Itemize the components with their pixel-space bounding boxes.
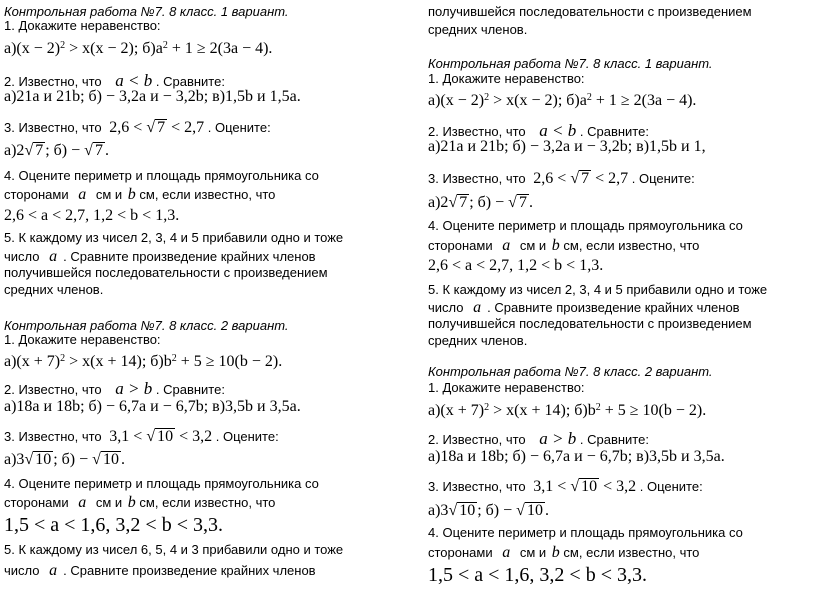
task-3-heading: [4, 119, 271, 137]
t: см, если известно, что: [139, 187, 276, 202]
task-2-formula: a)18a и 18b; б) − 6,7a и − 6,7b; в)3,5b и 3,5a.: [428, 448, 725, 465]
exponent: 2: [162, 40, 168, 51]
formula-part: + 5 ≥ 10(b − 2).: [176, 353, 283, 370]
task-2-condition: a < b: [115, 71, 153, 90]
task-2-text-end: . Сравните:: [155, 382, 225, 397]
t: см, если известно, что: [139, 495, 276, 510]
t: сторонами: [428, 545, 493, 560]
task-2-formula: a)21a и 21b; б) − 3,2a и − 3,2b; в)1,5b и 1,: [428, 138, 706, 155]
var-b: b: [551, 237, 560, 254]
f: ; б) −: [477, 502, 517, 519]
var-b: b: [127, 494, 136, 511]
cond-right: < 2,7: [167, 119, 205, 136]
task-1-heading: 1. Докажите неравенство:: [4, 18, 161, 33]
t: . Сравните произведение крайних членов: [487, 300, 740, 315]
task-2-formula: a)18a и 18b; б) − 6,7a и − 6,7b; в)3,5b и 3,5a.: [4, 398, 301, 415]
radicand: 10: [581, 478, 598, 495]
task-3-text: 3. Известно, что: [4, 120, 102, 135]
task-2-text: 2. Известно, что: [428, 432, 526, 447]
formula-part: > x(x + 14); б)b: [65, 353, 172, 370]
variant-2-title: Контрольная работа №7. 8 класс. 2 вариант.: [4, 318, 289, 333]
task-4-line2: [4, 494, 275, 512]
task-2-heading: [428, 430, 649, 448]
radicand: 10: [157, 428, 174, 445]
task-3-formula: a)3√ 10 ; б) − √ 10 .: [4, 451, 125, 468]
task-3-text-end: . Оцените:: [639, 479, 703, 494]
f: .: [528, 194, 533, 211]
t: см и: [519, 238, 547, 253]
radicand: 10: [526, 502, 543, 519]
radicand: 7: [35, 142, 44, 159]
task-5-heading: 5. К каждому из чисел 6, 5, 4 и 3 прибавили одно и тоже: [4, 542, 344, 557]
continued-line-1: получившейся последовательности с произведением: [428, 4, 752, 19]
task-4-formula: 1,5 < a < 1,6, 3,2 < b < 3,3.: [4, 514, 223, 536]
task-3-formula: a)3√ 10 ; б) − √ 10 .: [428, 502, 549, 519]
task-2-text-end: . Сравните:: [579, 124, 649, 139]
exponent: 2: [171, 353, 177, 364]
task-2-condition: a > b: [539, 429, 577, 448]
variant-2-title: Контрольная работа №7. 8 класс. 2 вариант.: [428, 364, 713, 379]
f: ; б) −: [45, 142, 85, 159]
var-a: a: [78, 186, 87, 203]
radicand: 7: [459, 194, 468, 211]
exponent: 2: [586, 92, 592, 103]
radicand: 7: [581, 170, 590, 187]
task-3-formula: a)2√ 7 ; б) − √ 7 .: [4, 142, 109, 159]
cond-left: 2,6 <: [533, 170, 571, 187]
cond-left: 3,1 <: [533, 478, 571, 495]
task-3-formula: a)2√ 7 ; б) − √ 7 .: [428, 194, 533, 211]
f: .: [104, 142, 109, 159]
exponent: 2: [484, 402, 490, 413]
var-a: a: [502, 544, 511, 561]
variant-1-title: Контрольная работа №7. 8 класс. 1 вариант.: [428, 56, 713, 71]
task-5-line4: средних членов.: [428, 333, 528, 348]
formula-part: a)(x + 7): [4, 353, 61, 370]
t: см и: [519, 545, 547, 560]
task-4-formula: 2,6 < a < 2,7, 1,2 < b < 1,3.: [428, 257, 604, 274]
t: см и: [95, 187, 123, 202]
task-4-line2: [428, 237, 699, 255]
f: .: [120, 451, 125, 468]
cond-right: < 3,2: [599, 478, 637, 495]
task-4-line2: [4, 186, 275, 204]
var-a: a: [78, 494, 87, 511]
t: сторонами: [4, 187, 69, 202]
task-1-formula: [428, 92, 696, 110]
radicand: 10: [102, 451, 119, 468]
var-b: b: [551, 544, 560, 561]
task-1-heading: 1. Докажите неравенство:: [4, 332, 161, 347]
task-4-heading: 4. Оцените периметр и площадь прямоугольника со: [428, 525, 743, 540]
continued-line-2: средних членов.: [428, 22, 528, 37]
task-2-text-end: . Сравните:: [579, 432, 649, 447]
formula-part: + 1 ≥ 2(3a − 4).: [167, 40, 273, 57]
task-5-heading: 5. К каждому из чисел 2, 3, 4 и 5 прибавили одно и тоже: [428, 282, 768, 297]
f: .: [544, 502, 549, 519]
exponent: 2: [60, 353, 66, 364]
task-1-formula: [4, 353, 282, 371]
var-b: b: [127, 186, 136, 203]
task-4-formula: 2,6 < a < 2,7, 1,2 < b < 1,3.: [4, 207, 180, 224]
t: . Сравните произведение крайних членов: [63, 563, 316, 578]
f: a)2: [4, 142, 25, 159]
task-3-condition: 2,6 < √ 7 < 2,7: [109, 119, 205, 136]
task-3-text-end: . Оцените:: [631, 171, 695, 186]
f: a)3: [4, 451, 25, 468]
task-5-line2: [428, 299, 740, 317]
cond-left: 2,6 <: [109, 119, 147, 136]
t: сторонами: [428, 238, 493, 253]
task-2-heading: [4, 380, 225, 398]
task-2-text: 2. Известно, что: [428, 124, 526, 139]
exponent: 2: [595, 402, 601, 413]
f: a)3: [428, 502, 449, 519]
radicand: 10: [459, 502, 476, 519]
task-3-heading: [428, 478, 703, 496]
var-a: a: [49, 562, 58, 579]
task-3-text: 3. Известно, что: [428, 479, 526, 494]
f: ; б) −: [53, 451, 93, 468]
formula-part: + 1 ≥ 2(3a − 4).: [591, 92, 697, 109]
t: число: [4, 563, 40, 578]
formula-part: > x(x + 14); б)b: [489, 402, 596, 419]
t: см, если известно, что: [563, 238, 700, 253]
task-5-line2: [4, 248, 316, 266]
task-2-text: 2. Известно, что: [4, 74, 102, 89]
task-3-heading: [4, 428, 279, 446]
t: см и: [95, 495, 123, 510]
task-3-condition: 3,1 < √ 10 < 3,2: [533, 478, 637, 495]
task-2-formula: a)21a и 21b; б) − 3,2a и − 3,2b; в)1,5b и 1,5a.: [4, 88, 301, 105]
formula-part: + 5 ≥ 10(b − 2).: [600, 402, 707, 419]
task-1-heading: 1. Докажите неравенство:: [428, 380, 585, 395]
task-4-heading: 4. Оцените периметр и площадь прямоугольника со: [428, 218, 743, 233]
t: число: [4, 249, 40, 264]
formula-part: > x(x − 2); б)a: [489, 92, 587, 109]
task-3-text: 3. Известно, что: [428, 171, 526, 186]
formula-part: > x(x − 2); б)a: [65, 40, 163, 57]
radicand: 10: [35, 451, 52, 468]
task-3-text: 3. Известно, что: [4, 429, 102, 444]
task-2-text: 2. Известно, что: [4, 382, 102, 397]
task-5-line2: [4, 562, 316, 580]
formula-part: a)(x − 2): [4, 40, 61, 57]
task-4-line2: [428, 544, 699, 562]
task-3-condition: 2,6 < √ 7 < 2,7: [533, 170, 629, 187]
cond-left: 3,1 <: [109, 428, 147, 445]
task-3-condition: 3,1 < √ 10 < 3,2: [109, 428, 213, 445]
cond-right: < 3,2: [175, 428, 213, 445]
f: a)2: [428, 194, 449, 211]
task-2-condition: a > b: [115, 379, 153, 398]
task-1-formula: [4, 40, 272, 58]
t: число: [428, 300, 464, 315]
task-1-formula: [428, 402, 706, 420]
f: ; б) −: [469, 194, 509, 211]
task-3-text-end: . Оцените:: [215, 429, 279, 444]
task-5-line4: средних членов.: [4, 282, 104, 297]
task-1-heading: 1. Докажите неравенство:: [428, 71, 585, 86]
radicand: 7: [94, 142, 103, 159]
task-2-text-end: . Сравните:: [155, 74, 225, 89]
var-a: a: [473, 299, 482, 316]
var-a: a: [49, 248, 58, 265]
radicand: 7: [518, 194, 527, 211]
task-4-formula: 1,5 < a < 1,6, 3,2 < b < 3,3.: [428, 564, 647, 586]
formula-part: a)(x + 7): [428, 402, 485, 419]
t: . Сравните произведение крайних членов: [63, 249, 316, 264]
task-4-heading: 4. Оцените периметр и площадь прямоугольника со: [4, 168, 319, 183]
task-5-heading: 5. К каждому из чисел 2, 3, 4 и 5 прибавили одно и тоже: [4, 230, 344, 245]
task-4-heading: 4. Оцените периметр и площадь прямоугольника со: [4, 476, 319, 491]
exponent: 2: [60, 40, 66, 51]
task-3-text-end: . Оцените:: [207, 120, 271, 135]
t: см, если известно, что: [563, 545, 700, 560]
task-5-line3: получившейся последовательности с произведением: [428, 316, 752, 331]
task-5-line3: получившейся последовательности с произведением: [4, 265, 328, 280]
variant-1-title: Контрольная работа №7. 8 класс. 1 вариант.: [4, 4, 289, 19]
cond-right: < 2,7: [591, 170, 629, 187]
task-2-condition: a < b: [539, 121, 577, 140]
var-a: a: [502, 237, 511, 254]
radicand: 7: [157, 119, 166, 136]
formula-part: a)(x − 2): [428, 92, 485, 109]
t: сторонами: [4, 495, 69, 510]
task-3-heading: [428, 170, 695, 188]
exponent: 2: [484, 92, 490, 103]
